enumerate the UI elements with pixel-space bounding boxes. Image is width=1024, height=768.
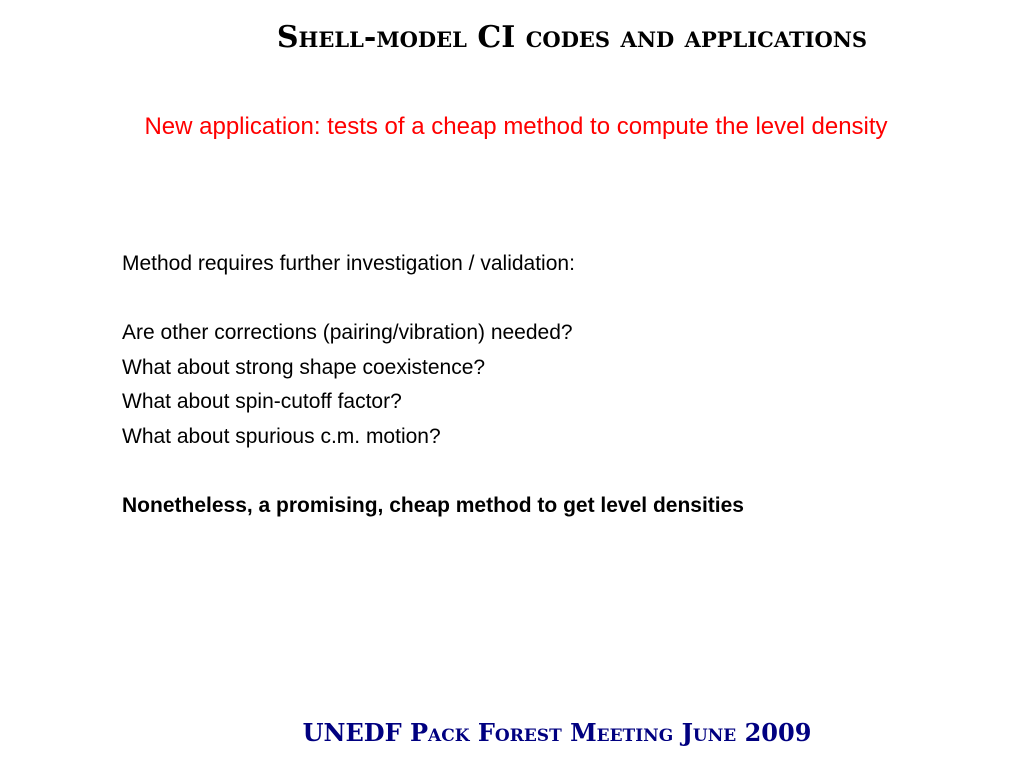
body-question: What about strong shape coexistence? (122, 355, 486, 379)
slide-subtitle: New application: tests of a cheap method to compute the level density (144, 113, 888, 140)
body-spacer (122, 282, 1002, 317)
body-question: What about spin-cutoff factor? (122, 390, 402, 413)
body-question: Are other corrections (pairing/vibration) needed? (122, 321, 573, 344)
body-question: What about spurious c.m. motion? (122, 424, 441, 448)
slide-title: Shell-model CI codes and applications (276, 20, 868, 55)
slide-body (122, 247, 1002, 523)
body-intro: Method requires further investigation / validation: (122, 252, 575, 275)
slide-footer: UNEDF Pack Forest Meeting June 2009 (302, 718, 812, 747)
body-spacer (122, 454, 1002, 489)
body-conclusion: Nonetheless, a promising, cheap method to get level densities (122, 493, 744, 517)
